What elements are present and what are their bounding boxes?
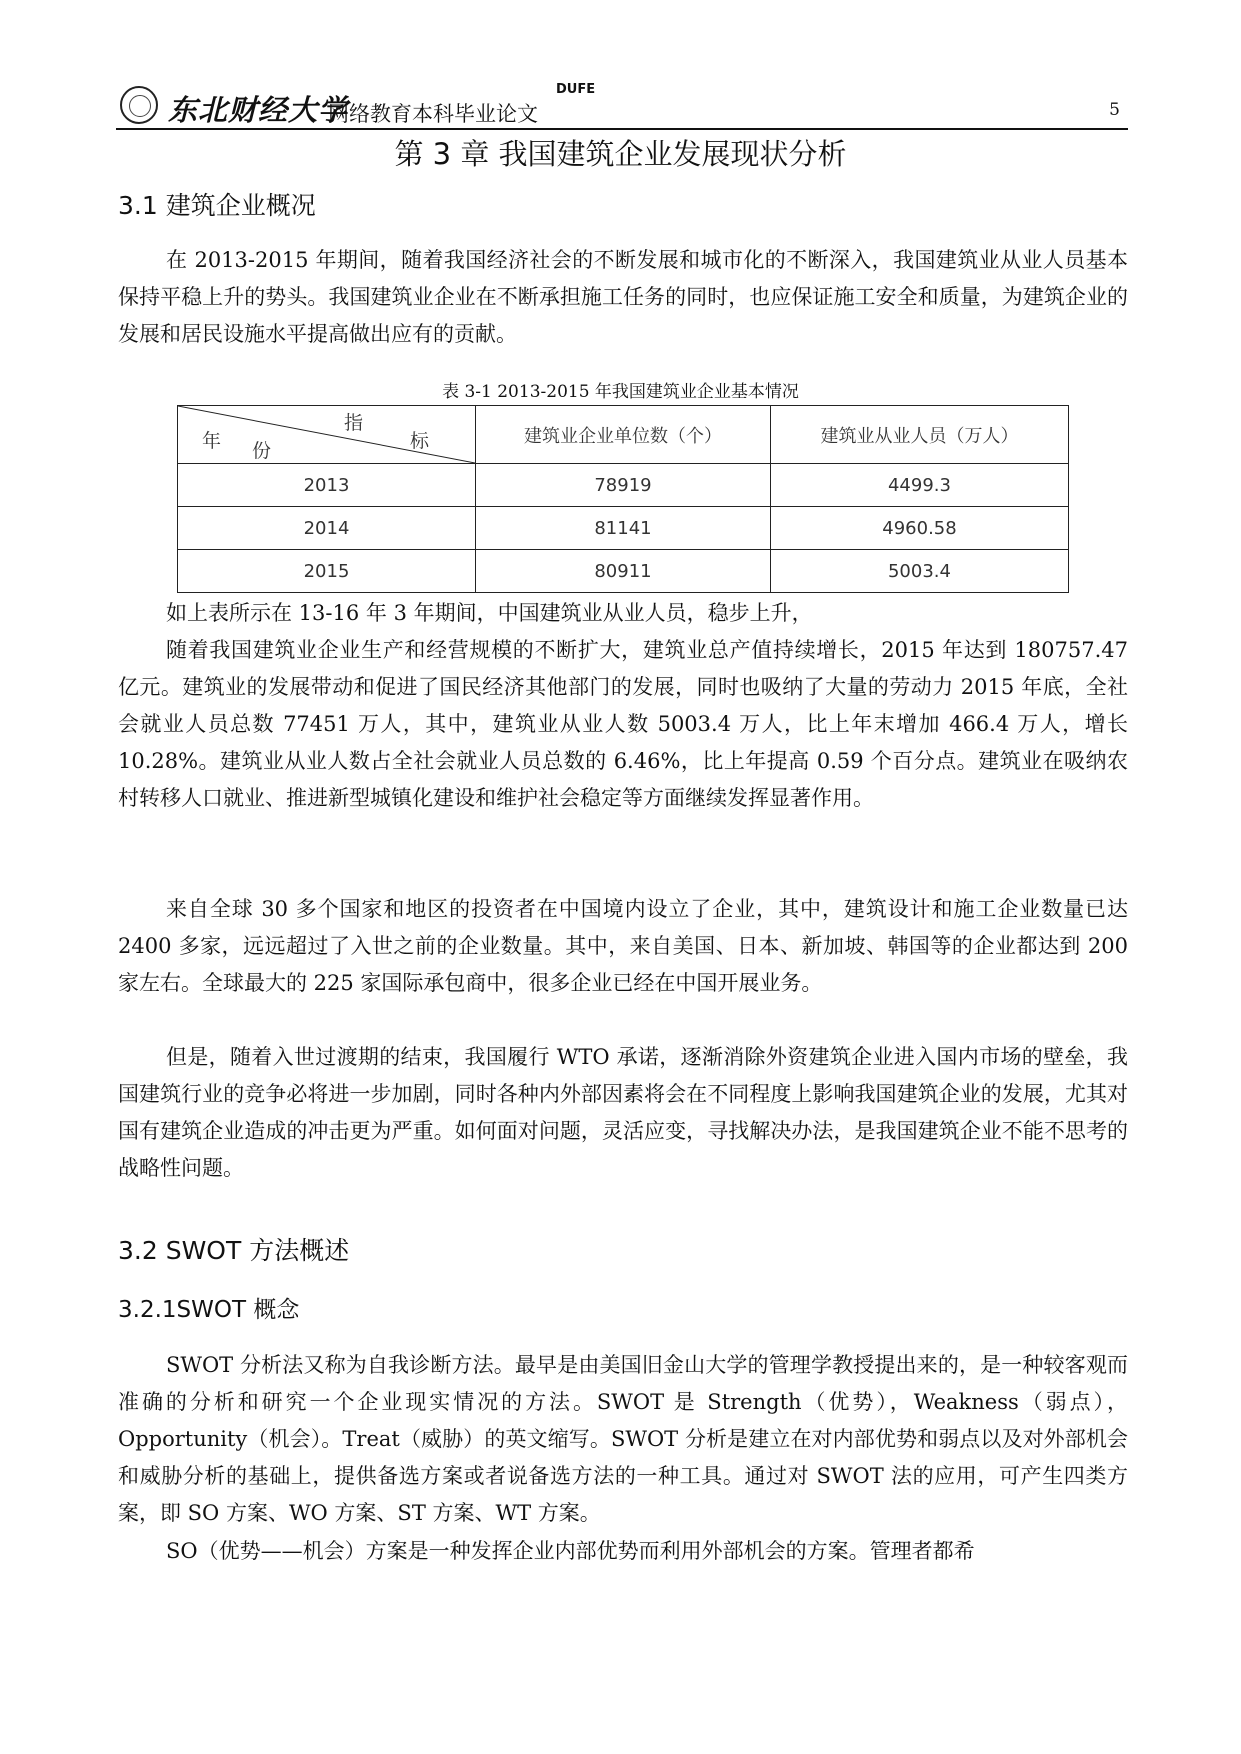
table-row [178,507,1069,550]
table-row [178,464,1069,507]
intro-paragraph: 在 2013-2015 年期间，随着我国经济社会的不断发展和城市化的不断深入，我国建筑业从业人员基本保持平稳上升的势头。我国建筑业企业在不断承担施工任务的同时，也应保证施工安全和质量，为建筑企业的发展和居民设施水平提高做出应有的贡献。 [118,248,1128,346]
paragraph-foreign-investment: 来自全球 30 多个国家和地区的投资者在中国境内设立了企业，其中，建筑设计和施工企业数量已达 2400 多家，远远超过了入世之前的企业数量。其中，来自美国、日本、新加坡、韩国等的企业都达到 200 家左右。全球最大的 225 家国际承包商中，很多企业已经在中国开展业务。 [118,897,1128,995]
paragraph-table-summary: 如上表所示在 13-16 年 3 年期间，中国建筑业从业人员，稳步上升， [166,601,813,625]
school-name: 东北财经大学 [168,93,349,127]
column-header-units: 建筑业企业单位数（个） [476,406,771,464]
cell-units: 80911 [476,550,771,593]
page-header [116,84,1128,130]
section-heading-3-1: 3.1 建筑企业概况 [118,191,316,220]
cell-units: 81141 [476,507,771,550]
corner-label-top: 指 [344,412,364,434]
diagonal-header-cell [178,406,476,464]
data-table [177,405,1069,593]
corner-label-left2: 份 [252,440,272,462]
subsection-heading-3-2-1: 3.2.1SWOT 概念 [118,1297,300,1323]
column-header-employees: 建筑业从业人员（万人） [770,406,1068,464]
table-caption: 表 3-1 2013-2015 年我国建筑业企业基本情况 [442,382,799,402]
page-number: 5 [1109,100,1120,120]
cell-employees: 5003.4 [770,550,1068,593]
cell-year: 2015 [178,550,476,593]
corner-label-right: 标 [410,430,430,452]
university-seal-icon [120,86,158,124]
paragraph-wto-challenge: 但是，随着入世过渡期的结束，我国履行 WTO 承诺，逐渐消除外资建筑企业进入国内市场的壁垒，我国建筑行业的竞争必将进一步加剧，同时各种内外部因素将会在不同程度上影响我国建筑企业的发展，尤其对国有建筑企业造成的冲击更为严重。如何面对问题，灵活应变，寻找解决办法，是我国建筑企业不能不思考的战略性问题。 [118,1045,1128,1180]
table-row [178,550,1069,593]
cell-units: 78919 [476,464,771,507]
chapter-title: 第 3 章 我国建筑企业发展现状分析 [394,137,847,171]
cell-employees: 4960.58 [770,507,1068,550]
table-header-row [178,406,1069,464]
thesis-type: 网络教育本科毕业论文 [328,102,538,126]
paragraph-output-growth: 随着我国建筑业企业生产和经营规模的不断扩大，建筑业总产值持续增长，2015 年达到 180757.47 亿元。建筑业的发展带动和促进了国民经济其他部门的发展，同时也吸纳了大量的劳动力 2015 年底，全社会就业人员总数 77451 万人，其中，建筑业从业人数 5003.4 万人，比上年末增加 466.4 万人，增长 10.28%。建筑业从业人数占全社会就业人员总数的 6.46%，比上年提高 0.59 个百分点。建筑业在吸纳农村转移人口就业、推进新型城镇化建设和维护社会稳定等方面继续发挥显著作用。 [118,638,1128,810]
brand-mark: DUFE [556,82,596,97]
diagonal-line [178,406,475,463]
paragraph-so-scheme: SO（优势——机会）方案是一种发挥企业内部优势而利用外部机会的方案。管理者都希 [166,1539,975,1563]
cell-employees: 4499.3 [770,464,1068,507]
cell-year: 2014 [178,507,476,550]
cell-year: 2013 [178,464,476,507]
paragraph-swot-definition: SWOT 分析法又称为自我诊断方法。最早是由美国旧金山大学的管理学教授提出来的，是一种较客观而准确的分析和研究一个企业现实情况的方法。SWOT 是 Strength（优势），Weakness（弱点），Opportunity（机会）。Treat（威胁）的英文缩写。SWOT 分析是建立在对内部优势和弱点以及对外部机会和威胁分析的基础上，提供备选方案或者说备选方法的一种工具。通过对 SWOT 法的应用，可产生四类方案，即 SO 方案、WO 方案、ST 方案、WT 方案。 [118,1353,1128,1525]
corner-label-left1: 年 [202,430,222,452]
header-rule [116,128,1128,130]
section-heading-3-2: 3.2 SWOT 方法概述 [118,1236,350,1265]
